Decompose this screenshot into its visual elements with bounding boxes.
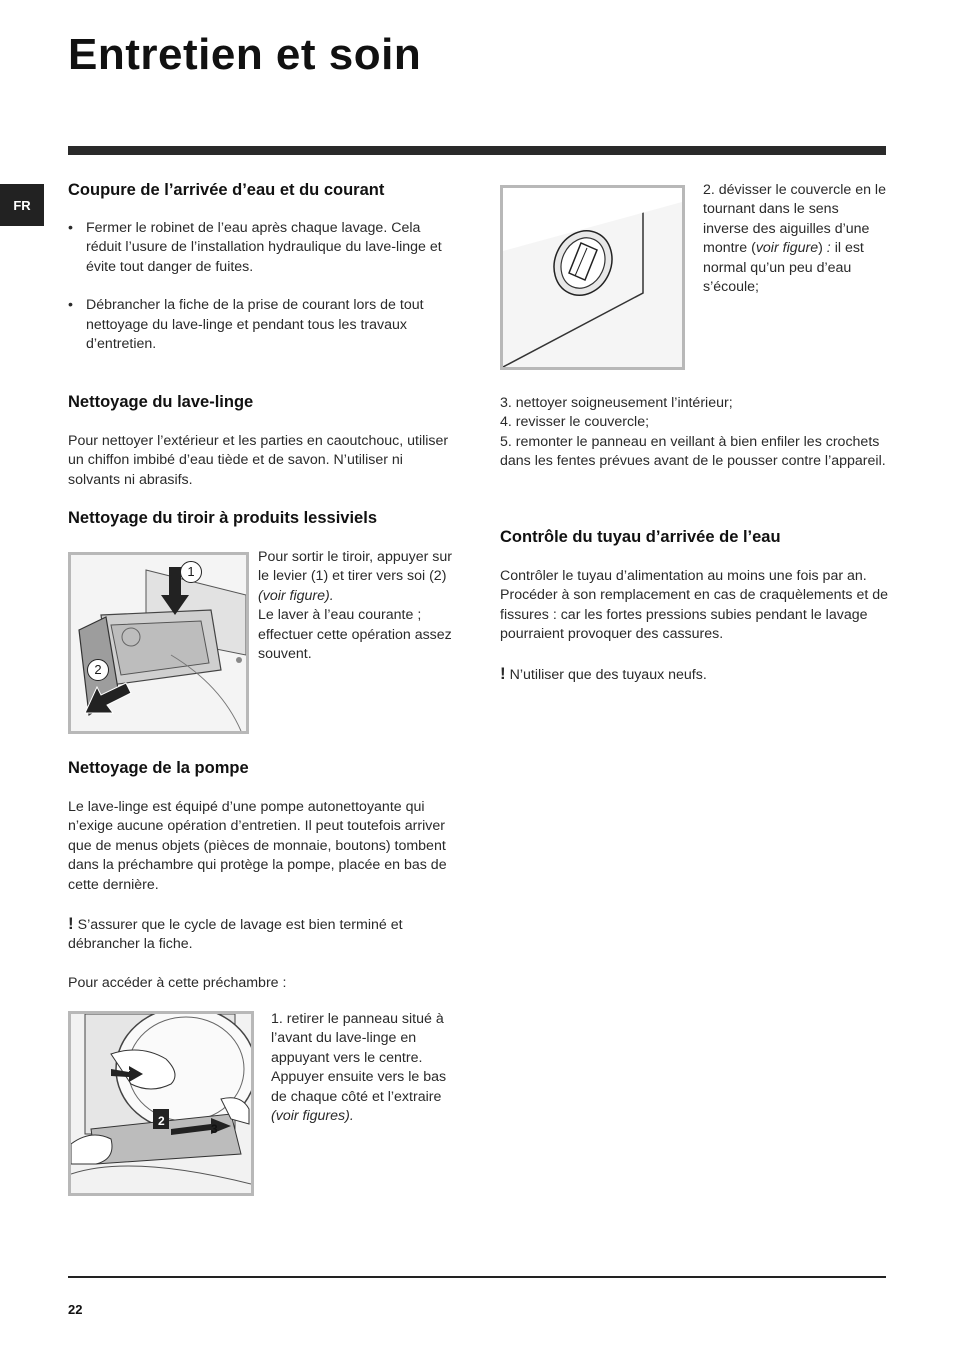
page-title: Entretien et soin [68, 30, 422, 79]
step-2-text [703, 181, 887, 297]
bullet-item: • Fermer le robinet de l’eau après chaque lavage. Cela réduit l’usure de l’installation hydraulique du lave-linge et évite tout danger de fuites. [68, 219, 458, 277]
section-heading: Nettoyage du lave-linge [68, 393, 254, 411]
section-heading: Contrôle du tuyau d’arrivée de l’eau [500, 528, 781, 546]
warning-note: ! S’assurer que le cycle de lavage est bien terminé et débrancher la fiche. [68, 914, 403, 953]
section-heading: Nettoyage de la pompe [68, 759, 249, 777]
section-hose-check [500, 527, 890, 685]
drawer-text-a: Pour sortir le tiroir, appuyer sur le levier (1) et tirer vers soi (2) (voir figure). [258, 549, 452, 604]
pump-cover-illustration [503, 188, 682, 367]
section-supply-cutoff [68, 180, 458, 354]
step-1-text [271, 1010, 461, 1126]
step-5: 5. remonter le panneau en veillant à bien enfiler les crochets dans les fentes prévues avant de le pousser contre l’appareil. [500, 433, 886, 470]
panel-removal-figure [68, 1011, 254, 1196]
warning-note: ! N’utiliser que des tuyaux neufs. [500, 663, 707, 683]
step-2-paragraph: 2. dévisser le couvercle en le tournant dans le sens inverse des aiguilles d’une montre (voir figure) : il est normal qu’un peu d’eau s’écoule; [703, 182, 886, 296]
callout-1: 1 [180, 561, 202, 583]
section-heading: Coupure de l’arrivée d’eau et du courant [68, 181, 385, 199]
drawer-instructions [258, 548, 452, 664]
section-washer-cleaning [68, 392, 458, 490]
step-1-paragraph: 1. retirer le panneau situé à l’avant du lave-linge en appuyant vers le centre. Appuyer ensuite vers le bas de chaque côté et l’extraire (voir figures). [271, 1011, 447, 1125]
access-text: Pour accéder à cette préchambre : [68, 974, 287, 991]
callout-2: 2 [87, 659, 109, 681]
warning-mark: ! [68, 914, 74, 934]
fig-label-3: 3 [211, 1122, 218, 1136]
section-pump-cleaning [68, 758, 458, 993]
steps-3-5 [500, 394, 890, 472]
fig-label-1: 1 [124, 1062, 131, 1074]
section-drawer-cleaning [68, 508, 468, 528]
section-body: Contrôler le tuyau d’alimentation au moins une fois par an. Procéder à son remplacement en cas de craquèlements et de fissures : car les fortes pressions subies pendant le lavage pourraient provoquer des cassures. [500, 568, 889, 643]
pump-cover-figure [500, 185, 685, 370]
drawer-illustration [71, 555, 246, 731]
section-body: Pour nettoyer l’extérieur et les parties en caoutchouc, utiliser un chiffon imbibé d’eau tiède et de savon. N’utiliser ni solvants ni abrasifs. [68, 433, 449, 488]
title-rule [68, 146, 886, 155]
section-body: Le lave-linge est équipé d’une pompe autonettoyante qui n’exige aucune opération d’entretien. Il peut toutefois arriver que de menus objets (pièces de monnaie, boutons) tombent dans la préchambre qui protège la pompe, placée en bas de cette dernière. [68, 799, 447, 893]
step-4: 4. revisser le couvercle; [500, 414, 650, 431]
step-3: 3. nettoyer soigneusement l’intérieur; [500, 395, 733, 411]
bullet-item: • Débrancher la fiche de la prise de courant lors de tout nettoyage du lave-linge et pendant tous les travaux d’entretien. [68, 296, 458, 354]
drawer-text-b: Le laver à l’eau courante ; effectuer cette opération assez souvent. [258, 607, 452, 663]
warning-mark: ! [500, 663, 506, 683]
drawer-figure [68, 552, 249, 734]
bullet-list [68, 219, 458, 354]
section-heading: Nettoyage du tiroir à produits lessiviels [68, 509, 377, 527]
page-number: 22 [68, 1302, 83, 1317]
footer-rule [68, 1276, 886, 1278]
language-tab: FR [0, 184, 44, 226]
fig-label-2: 2 [158, 1114, 165, 1128]
panel-illustration [71, 1014, 251, 1193]
